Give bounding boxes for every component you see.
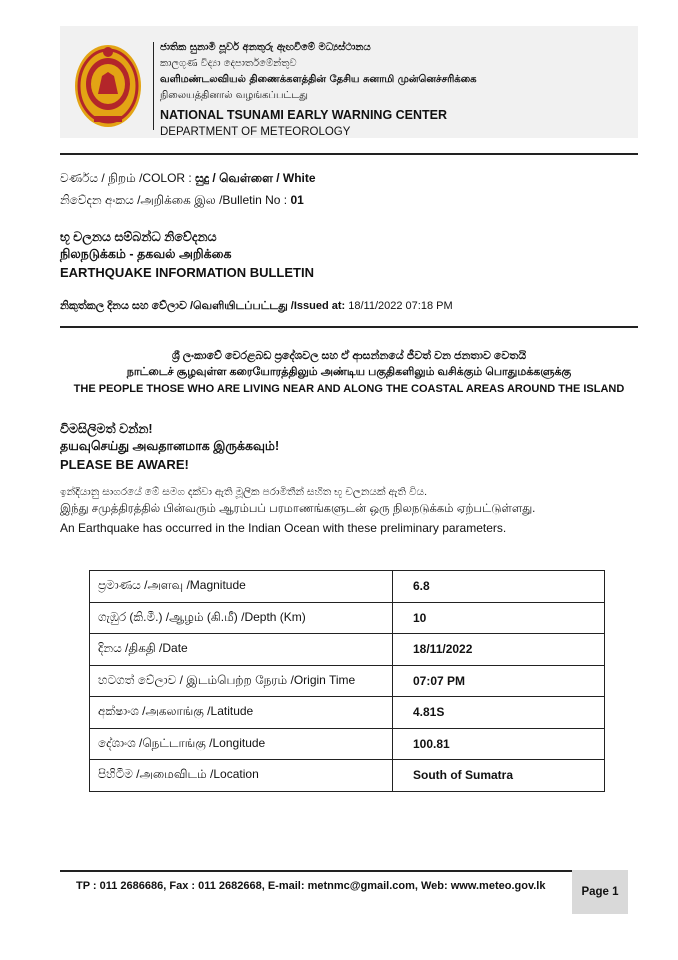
table-row [90, 602, 605, 634]
header-tamil-title: வளிமண்டலவியல் திணைக்களத்தின் தேசிய சுனாமி முன்னெச்சரிக்கை [160, 74, 477, 85]
audience-si: ශ්‍රී ලංකාවේ වෙරළබඩ ප්‍රදේශවල සහ ඒ ආසන්නයේ ජීවත් වන ජනතාව වෙතයි [171, 350, 527, 362]
section-rule [60, 326, 638, 328]
param-value: 6.8 [393, 571, 605, 603]
sri-lanka-emblem-icon [72, 40, 144, 130]
bulletin-title-si: භූ චලනය සම්බන්ධ නිවේදනය [60, 230, 217, 244]
audience-en: THE PEOPLE THOSE WHO ARE LIVING NEAR AND ALONG THE COASTAL AREAS AROUND THE ISLAND [73, 383, 625, 395]
param-label: හටගත් වේලාව / இடம்பெற்ற நேரம் /Origin Time [90, 665, 393, 697]
table-row [90, 571, 605, 603]
header-text [160, 40, 630, 140]
footer-rule [60, 870, 572, 872]
bulletin-row [60, 193, 304, 209]
bulletin-label: නිවේදන අංකය /அறிக்கை இல /Bulletin No : [60, 193, 288, 207]
param-value: 18/11/2022 [393, 634, 605, 666]
param-label: දේශාංශ /நெட்டாங்கு /Longitude [90, 728, 393, 760]
footer-contact: TP : 011 2686686, Fax : 011 2682668, E-mail: metnmc@gmail.com, Web: www.meteo.gov.lk [76, 880, 546, 892]
param-value: 10 [393, 602, 605, 634]
audience-ta: நாட்டைச் சூழவுள்ள கரையோரத்திலும் அண்டிய பகுதிகளிலும் வசிக்கும் பொதுமக்களுக்கு [126, 366, 572, 378]
param-label: අක්ෂාංශ /அகலாங்கு /Latitude [90, 697, 393, 729]
param-value: 100.81 [393, 728, 605, 760]
header-english-title: NATIONAL TSUNAMI EARLY WARNING CENTER [160, 108, 448, 122]
message-si: ඉන්දියානු සාගරයේ මේ සමග දක්වා ඇති මූලික පරාමිතීන් සහිත භූ චලනයක් ඇති විය. [60, 486, 428, 498]
aware-ta: தயவுசெய்து அவதானமாக இருக்கவும்! [60, 439, 280, 453]
header-rule [60, 153, 638, 155]
message-en: An Earthquake has occurred in the Indian Ocean with these preliminary parameters. [60, 521, 507, 535]
earthquake-parameters-table [89, 570, 605, 792]
param-label: ප්‍රමාණය /அளவு /Magnitude [90, 571, 393, 603]
color-value: සුදු / வெள்ளை / White [195, 171, 316, 185]
page-number: Page 1 [572, 870, 628, 914]
color-row [60, 171, 316, 187]
bulletin-title-en: EARTHQUAKE INFORMATION BULLETIN [60, 265, 314, 280]
header-divider [153, 42, 154, 130]
issued-row [60, 300, 453, 314]
table-row [90, 728, 605, 760]
header-sinhala-dept: කාලගුණ විද්‍යා දෙපාර්තමේන්තුව [160, 58, 297, 69]
bulletin-number: 01 [290, 193, 304, 207]
aware-en: PLEASE BE AWARE! [60, 457, 189, 472]
param-value: 4.81S [393, 697, 605, 729]
param-label: ගැඹුර (කි.මී.) /ஆழம் (கி.மீ) /Depth (Km) [90, 602, 393, 634]
header-english-dept: DEPARTMENT OF METEOROLOGY [160, 126, 351, 138]
header-sinhala-title: ජාතික සුනාමි පූර්ව අනතුරු ඇඟවීමේ මධ්‍යස්ථානය [160, 42, 371, 53]
aware-si: විමසිලිමත් වන්න! [60, 422, 153, 436]
header-tamil-sub: நிலையத்தினால் வழங்கப்பட்டது [160, 90, 308, 101]
table-row [90, 665, 605, 697]
bulletin-title-ta: நிலநடுக்கம் - தகவல் அறிக்கை [60, 247, 232, 261]
table-row [90, 634, 605, 666]
param-value: South of Sumatra [393, 760, 605, 792]
table-row [90, 760, 605, 792]
issued-value: 18/11/2022 07:18 PM [348, 300, 453, 312]
message-ta: இந்து சமுத்திரத்தில் பின்வரும் ஆரம்பப் பரமாணங்களுடன் ஒரு நிலநடுக்கம் ஏற்பட்டுள்ளது. [60, 503, 536, 515]
param-label: දිනය /திகதி /Date [90, 634, 393, 666]
param-value: 07:07 PM [393, 665, 605, 697]
table-row [90, 697, 605, 729]
issued-label: නිකුත්කල දිනය සහ වේලාව /வெளியிடப்பட்டது /Issued at: [60, 300, 346, 312]
param-label: පිහිටීම /அமைவிடம் /Location [90, 760, 393, 792]
color-label: වර්ණය / நிறம் /COLOR : [60, 171, 192, 185]
